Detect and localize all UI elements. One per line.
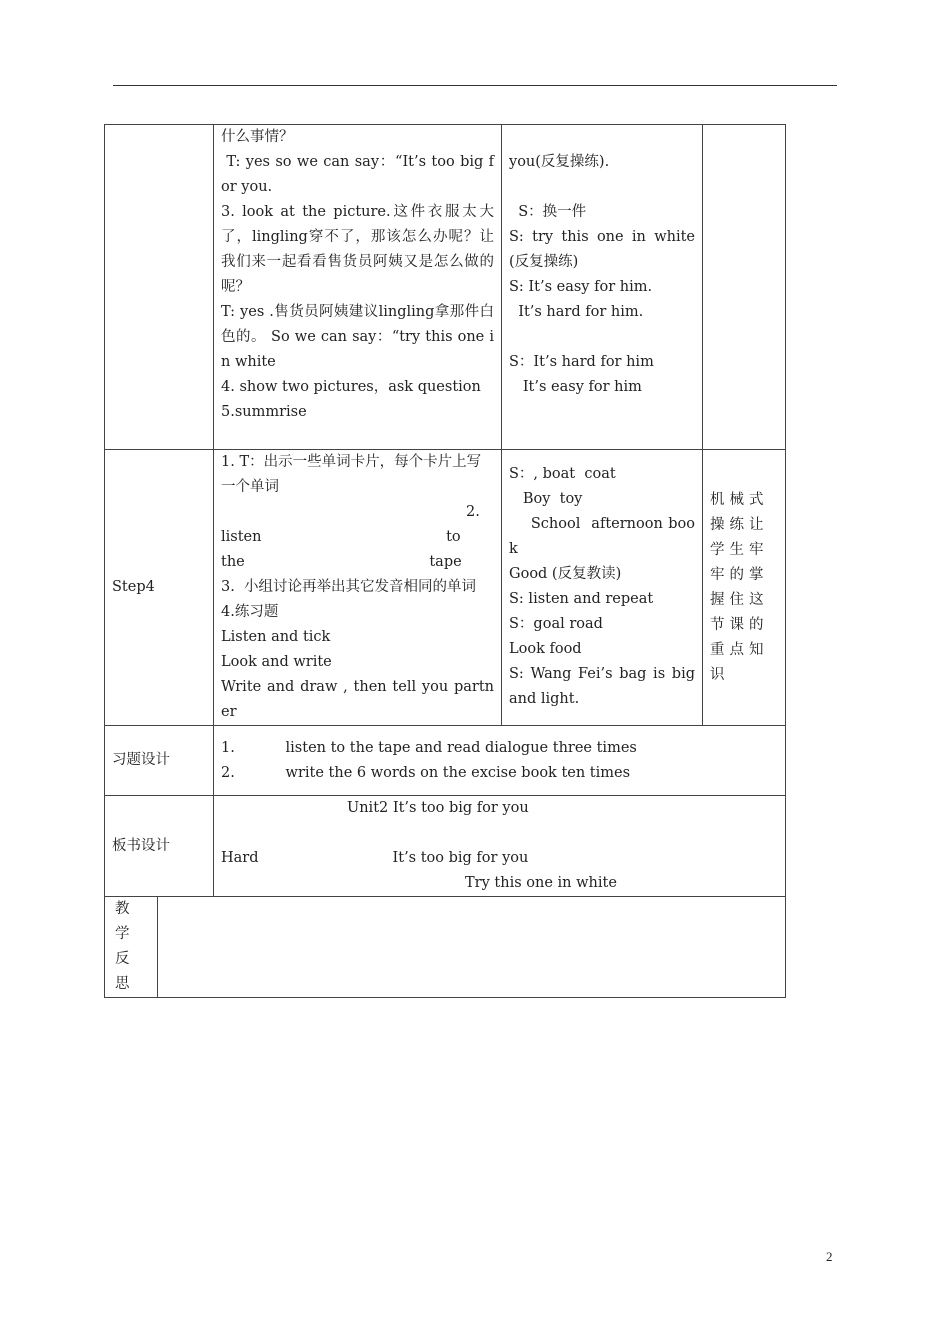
table-row-exercise xyxy=(105,726,786,796)
design-intent-note: 机械式操练让学生牢牢的掌握住这节课的重点知识 xyxy=(710,491,769,683)
reflection-content-cell xyxy=(158,897,786,998)
lesson-plan-table xyxy=(104,124,786,998)
student-line: S: It’s easy for him. xyxy=(509,279,653,295)
process-line: 2. listen to the tape xyxy=(221,504,665,570)
board-label-cell xyxy=(105,796,214,897)
table-row-step4 xyxy=(105,450,786,726)
process-line: T: yes so we can say：“It’s too big for you. xyxy=(221,154,495,195)
process-line: 3. look at the picture.这件衣服太大了，lingling穿不了，那该怎么办呢？让我们来一起看看售货员阿姨又是怎么做的呢？ xyxy=(221,204,494,295)
student-line: you(反复操练). xyxy=(509,154,610,170)
student-line: S：换一件 xyxy=(509,204,587,220)
process-line: 4.练习题 xyxy=(221,604,279,620)
board-left-word: Hard xyxy=(221,850,259,866)
teaching-process-cell xyxy=(214,125,502,450)
process-line: 1. T：出示一些单词卡片，每个卡片上写一个单词 xyxy=(221,454,482,495)
student-line: S: Wang Fei’s bag is big and light. xyxy=(509,666,700,707)
step-label-cell xyxy=(105,450,214,726)
student-line: Good (反复教读) xyxy=(509,566,622,582)
process-line: 3. 小组讨论再举出其它发音相同的单词 xyxy=(221,579,477,595)
process-line: Listen and tick xyxy=(221,629,331,645)
student-line: Boy toy xyxy=(509,491,583,507)
process-line: Write and draw , then tell you partner xyxy=(221,679,494,720)
student-line: S：goal road xyxy=(509,616,603,632)
design-intent-cell xyxy=(703,125,786,450)
student-line: School afternoon book xyxy=(509,516,695,557)
student-line: S: listen and repeat xyxy=(509,591,654,607)
step-label: Step4 xyxy=(112,579,155,595)
student-line: Look food xyxy=(509,641,582,657)
process-line: T: yes .售货员阿姨建议lingling拿那件白色的。 So we can say：“try this one in white xyxy=(221,304,494,370)
board-line xyxy=(221,846,778,871)
student-line: S：It’s hard for him xyxy=(509,354,654,370)
reflection-label-cell xyxy=(105,897,158,998)
board-line-2: Try this one in white xyxy=(465,875,617,891)
process-line: 5.summrise xyxy=(221,404,307,420)
process-line: Look and write xyxy=(221,654,332,670)
board-label: 板书设计 xyxy=(112,837,170,854)
student-line: It’s easy for him xyxy=(509,379,642,395)
exercise-label-cell xyxy=(105,726,214,796)
process-line: 4. show two pictures，ask question xyxy=(221,379,481,395)
student-line xyxy=(509,325,695,350)
page-number: 2 xyxy=(826,1249,833,1264)
student-activity-cell xyxy=(502,125,703,450)
exercise-label: 习题设计 xyxy=(112,752,170,768)
board-content-cell xyxy=(214,796,786,897)
table-row-board xyxy=(105,796,786,897)
student-line: S: try this one in white(反复操练) xyxy=(509,229,695,270)
student-activity-cell xyxy=(502,450,703,726)
table-row-reflection xyxy=(105,897,786,998)
header-rule xyxy=(113,85,837,86)
board-line-1: It’s too big for you xyxy=(392,850,529,866)
design-intent-cell xyxy=(703,450,786,726)
exercise-item: 1. listen to the tape and read dialogue three times xyxy=(221,739,637,756)
student-line: S：, boat coat xyxy=(509,466,616,482)
exercise-content-cell xyxy=(214,726,786,796)
board-title: Unit2 It’s too big for you xyxy=(347,800,529,816)
table-row-continuation xyxy=(105,125,786,450)
exercise-item: 2. write the 6 words on the excise book ten times xyxy=(221,764,631,781)
step-label-cell xyxy=(105,125,214,450)
student-line xyxy=(509,175,695,200)
process-line: 什么事情？ xyxy=(221,129,294,145)
reflection-label: 教学反思 xyxy=(115,901,130,992)
student-line: It’s hard for him. xyxy=(509,304,644,320)
